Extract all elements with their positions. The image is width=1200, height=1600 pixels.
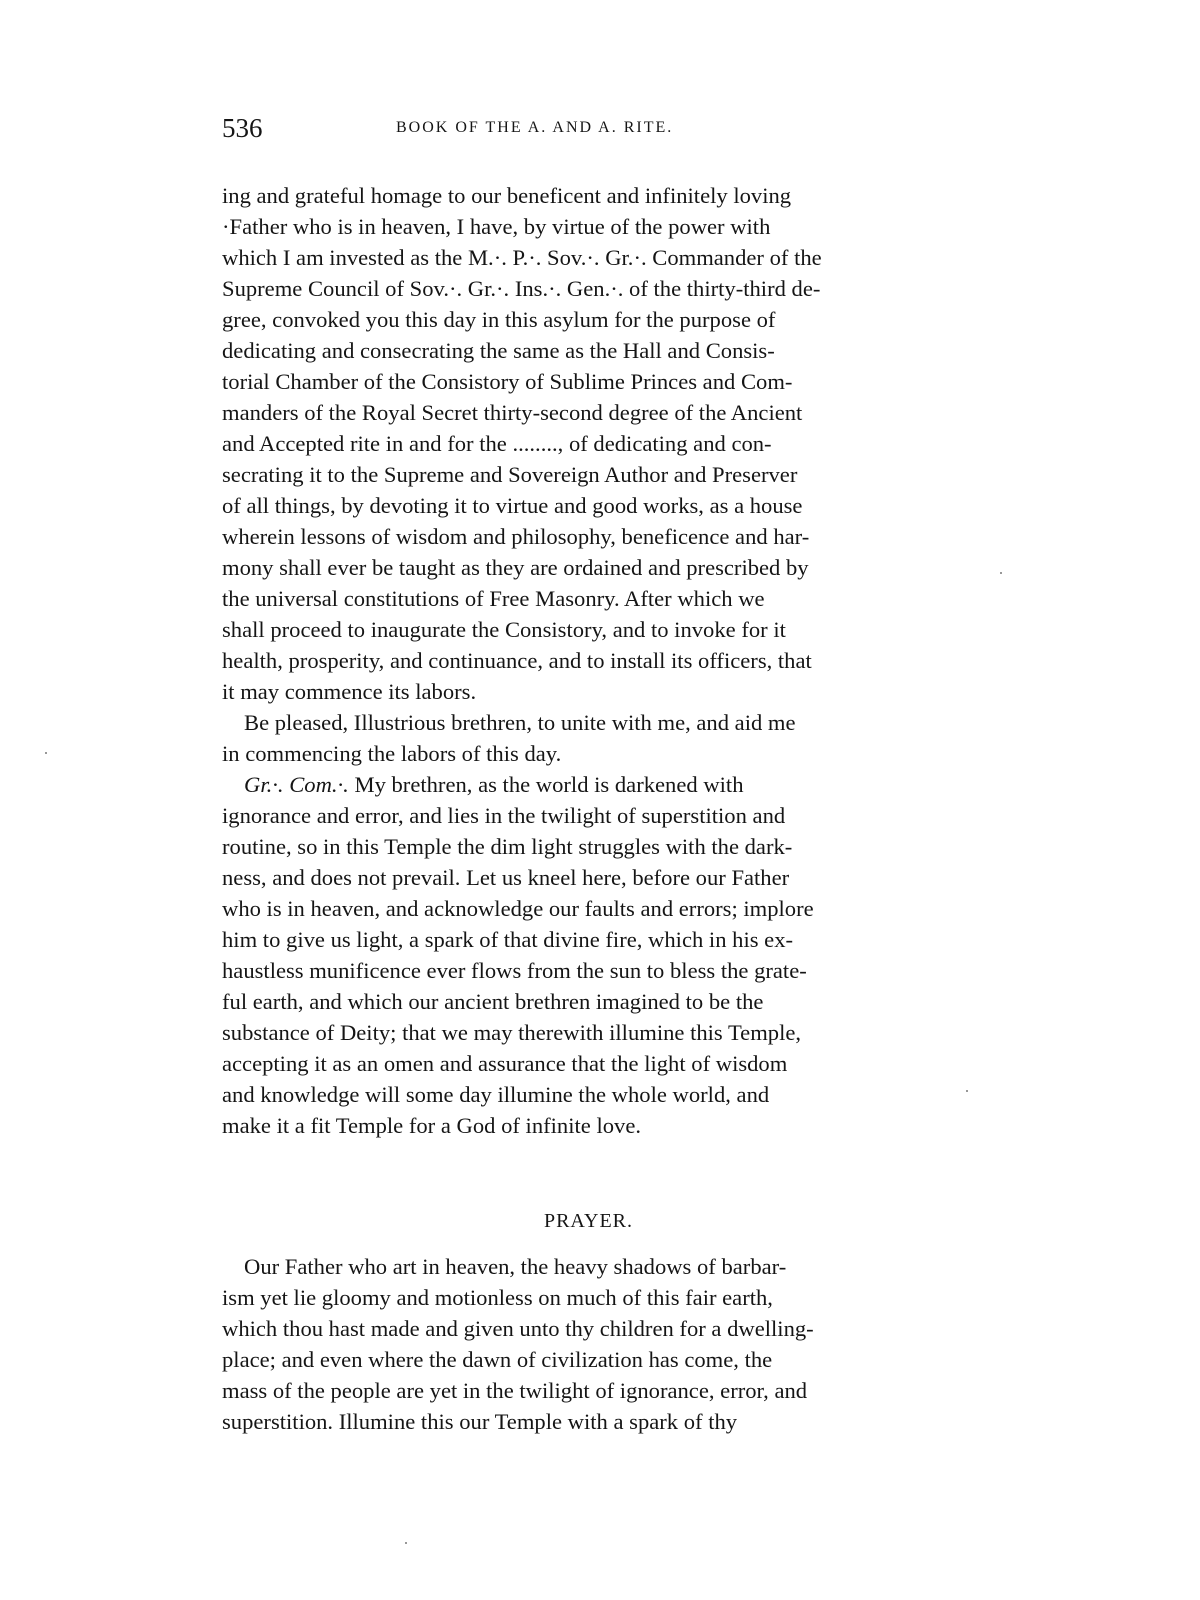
text-line: make it a fit Temple for a God of infinite love. (222, 1113, 641, 1138)
text-line: Our Father who art in heaven, the heavy shadows of barbar- (244, 1254, 787, 1279)
text-line: and Accepted rite in and for the ........, of dedicating and con- (222, 431, 772, 456)
print-speck (45, 752, 47, 754)
text-line: torial Chamber of the Consistory of Sublime Princes and Com- (222, 369, 793, 394)
text-line: secrating it to the Supreme and Sovereign Author and Preserver (222, 462, 798, 487)
text-line: ness, and does not prevail. Let us kneel here, before our Father (222, 865, 790, 890)
text-line: ism yet lie gloomy and motionless on much of this fair earth, (222, 1285, 773, 1310)
running-head (222, 108, 792, 148)
text-line: mony shall ever be taught as they are ordained and prescribed by (222, 555, 809, 580)
text-line: accepting it as an omen and assurance that the light of wisdom (222, 1051, 788, 1076)
text-line: dedicating and consecrating the same as the Hall and Consis- (222, 338, 775, 363)
text-line: him to give us light, a spark of that divine fire, which in his ex- (222, 927, 794, 952)
text-line: Be pleased, Illustrious brethren, to unite with me, and aid me (244, 710, 796, 735)
speaker-label: Gr.·. Com.·. (244, 772, 349, 797)
text-line: haustless munificence ever flows from the sun to bless the grate- (222, 958, 807, 983)
speech-first-line (222, 769, 955, 800)
print-speck (966, 1090, 968, 1092)
text-line: health, prosperity, and continuance, and to install its officers, that (222, 648, 812, 673)
text-line: ing and grateful homage to our beneficent and infinitely loving (222, 183, 792, 208)
text-line: ignorance and error, and lies in the twilight of superstition and (222, 803, 786, 828)
page-number: 536 (222, 113, 263, 143)
text-line: which I am invested as the M.·. P.·. Sov.·. Gr.·. Commander of the (222, 245, 822, 270)
text-line: Supreme Council of Sov.·. Gr.·. Ins.·. Gen.·. of the thirty-third de- (222, 276, 821, 301)
prayer-text (222, 1251, 955, 1437)
text-line: superstition. Illumine this our Temple with a spark of thy (222, 1409, 738, 1434)
text-line: ·Father who is in heaven, I have, by virtue of the power with (222, 214, 771, 239)
text-line: the universal constitutions of Free Masonry. After which we (222, 586, 765, 611)
text-line: ful earth, and which our ancient brethren imagined to be the (222, 989, 764, 1014)
text-line: gree, convoked you this day in this asylum for the purpose of (222, 307, 776, 332)
text-line: who is in heaven, and acknowledge our faults and errors; implore (222, 896, 814, 921)
text-line: place; and even where the dawn of civilization has come, the (222, 1347, 773, 1372)
text-line: it may commence its labors. (222, 679, 477, 704)
text-line: wherein lessons of wisdom and philosophy, beneficence and har- (222, 524, 810, 549)
section-heading: PRAYER. (543, 1210, 634, 1232)
body-text (222, 180, 955, 1141)
text-line: of all things, by devoting it to virtue and good works, as a house (222, 493, 803, 518)
text-line: substance of Deity; that we may therewith illumine this Temple, (222, 1020, 802, 1045)
text-line: mass of the people are yet in the twilight of ignorance, error, and (222, 1378, 808, 1403)
print-speck (405, 1542, 407, 1544)
text-line: and knowledge will some day illumine the whole world, and (222, 1082, 770, 1107)
running-title: BOOK OF THE A. AND A. RITE. (396, 119, 674, 136)
speech-text: My brethren, as the world is darkened with (348, 772, 744, 797)
text-line: manders of the Royal Secret thirty-second degree of the Ancient (222, 400, 803, 425)
text-line: in commencing the labors of this day. (222, 741, 562, 766)
text-line: shall proceed to inaugurate the Consistory, and to invoke for it (222, 617, 786, 642)
text-line: routine, so in this Temple the dim light struggles with the dark- (222, 834, 793, 859)
text-line: which thou hast made and given unto thy children for a dwelling- (222, 1316, 814, 1341)
print-speck (1000, 572, 1002, 574)
